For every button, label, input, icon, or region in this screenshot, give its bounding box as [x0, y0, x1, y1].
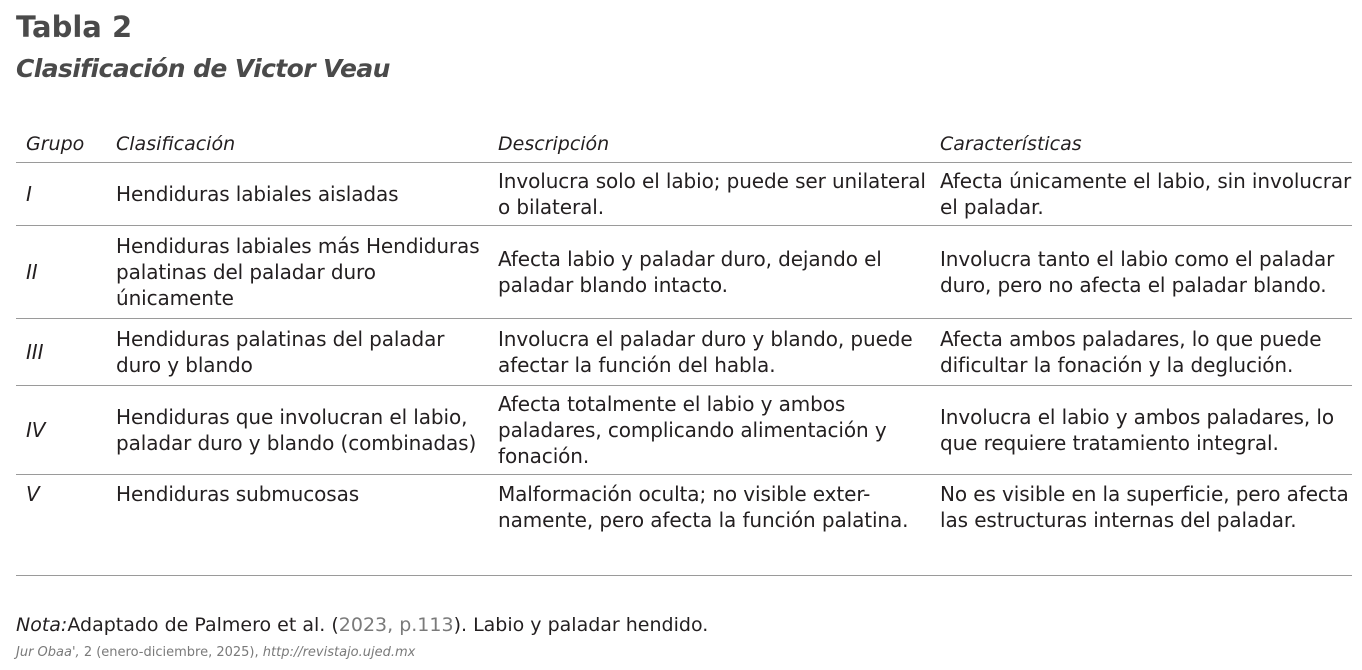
citation-link[interactable]: 2023, p.113: [338, 614, 454, 636]
table-note: [16, 612, 708, 638]
cell-grupo: III: [16, 319, 116, 386]
cell-grupo: V: [16, 475, 116, 576]
table-row: [16, 475, 1352, 576]
table-row: [16, 386, 1352, 475]
cell-caracteristicas: Afecta ambos paladares, lo que puede dificultar la fonación y la deglución.: [930, 319, 1352, 386]
cell-caracteristicas: Involucra el labio y ambos paladares, lo que requiere tratamiento integral.: [930, 386, 1352, 475]
journal-issue: 2 (enero-diciembre, 2025),: [79, 645, 263, 660]
journal-footer: [16, 644, 415, 662]
note-text-before: Adaptado de Palmero et al. (: [67, 614, 339, 636]
note-label: Nota:: [16, 614, 68, 636]
cell-caracteristicas: Afecta únicamente el labio, sin involucrar el paladar.: [930, 163, 1352, 226]
note-text-after: ). Labio y paladar hendido.: [453, 614, 709, 636]
header-descripcion: Descripción: [488, 126, 930, 163]
cell-descripcion: Afecta labio y paladar duro, dejando el paladar blando intacto.: [488, 226, 930, 319]
table-subtitle: Clasificación de Victor Veau: [16, 54, 390, 83]
table-header-row: [16, 126, 1352, 163]
cell-descripcion: Malformación oculta; no visible exter-namente, pero afecta la función palatina.: [488, 475, 930, 576]
cell-grupo: II: [16, 226, 116, 319]
cell-descripcion: Involucra solo el labio; puede ser unilateral o bilateral.: [488, 163, 930, 226]
journal-name: Jur Obaa',: [16, 645, 80, 660]
header-caracteristicas: Características: [930, 126, 1352, 163]
cell-grupo: IV: [16, 386, 116, 475]
classification-table: [16, 126, 1352, 576]
cell-clasificacion: Hendiduras labiales más Hendiduras palatinas del paladar duro únicamente: [116, 226, 488, 319]
cell-grupo: I: [16, 163, 116, 226]
header-clasificacion: Clasificación: [116, 126, 488, 163]
cell-caracteristicas: No es visible en la superficie, pero afecta las estructuras internas del paladar.: [930, 475, 1352, 576]
table-row: [16, 319, 1352, 386]
header-grupo: Grupo: [16, 126, 116, 163]
cell-clasificacion: Hendiduras submucosas: [116, 475, 488, 576]
cell-clasificacion: Hendiduras labiales aisladas: [116, 163, 488, 226]
cell-descripcion: Involucra el paladar duro y blando, puede afectar la función del habla.: [488, 319, 930, 386]
cell-clasificacion: Hendiduras palatinas del paladar duro y blando: [116, 319, 488, 386]
table-title: Tabla 2: [16, 10, 133, 44]
cell-clasificacion: Hendiduras que involucran el labio, paladar duro y blando (combinadas): [116, 386, 488, 475]
table-row: [16, 226, 1352, 319]
cell-descripcion: Afecta totalmente el labio y ambos paladares, complicando alimentación y fonación.: [488, 386, 930, 475]
table-row: [16, 163, 1352, 226]
journal-url-link[interactable]: http://revistajo.ujed.mx: [262, 645, 416, 660]
cell-caracteristicas: Involucra tanto el labio como el paladar duro, pero no afecta el paladar blando.: [930, 226, 1352, 319]
